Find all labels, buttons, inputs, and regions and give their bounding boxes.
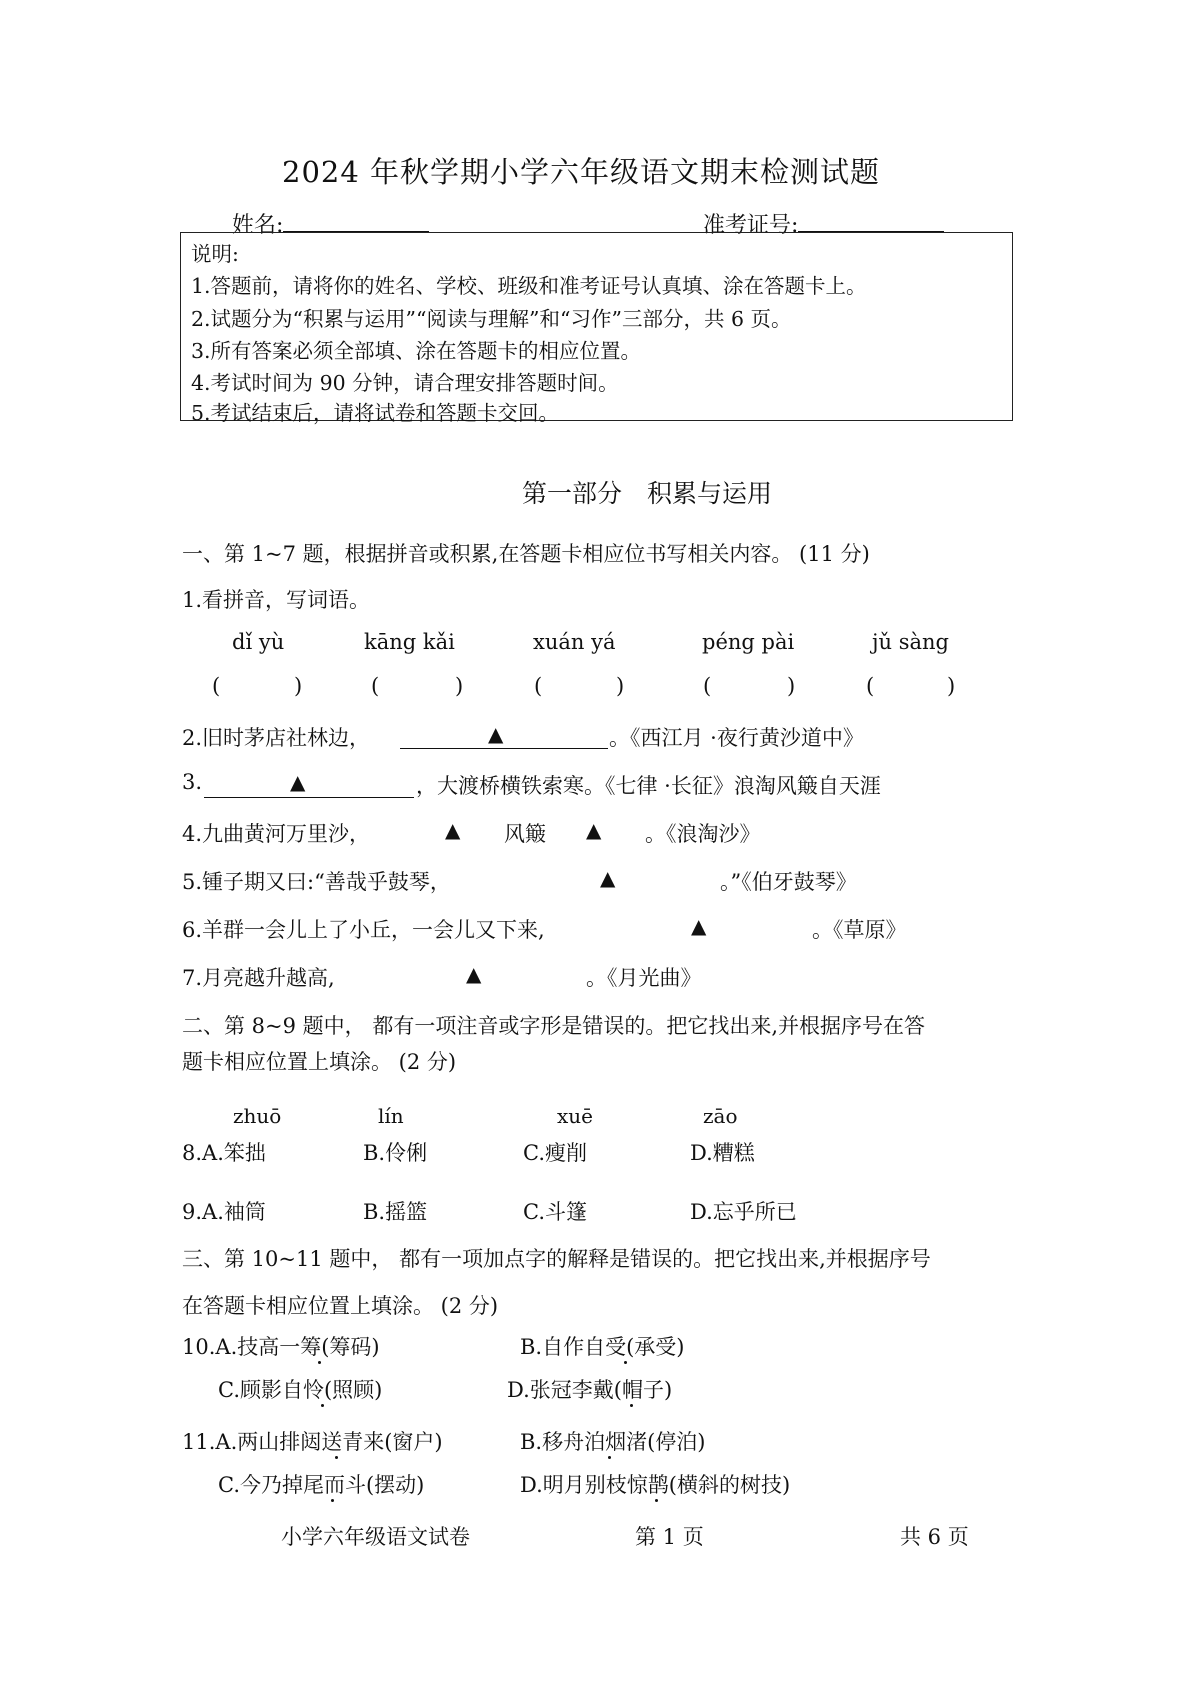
part1-title: 第一部分 积累与运用 [522,479,773,508]
q1-pinyin-5: jǔ sàng [872,630,949,654]
emphasis-dot [318,1361,321,1364]
instruction-item: 3.所有答案必须全部填、涂在答题卡的相应位置。 [191,339,642,363]
footer-paper-name: 小学六年级语文试卷 [281,1525,470,1549]
q8-pinyin-c: xuē [557,1104,593,1128]
triangle-marker: ▲ [466,962,482,986]
instruction-item: 2.试题分为“积累与运用”“阅读与理解”和“习作”三部分，共 6 页。 [191,307,792,331]
answer-paren-close: ) [616,674,625,698]
emphasis-dot [624,1361,627,1364]
answer-paren-open: ( [703,674,712,698]
q8-pinyin-b: lín [378,1104,404,1128]
q6-prefix: 6.羊群一会儿上了小丘，一会儿又下来, [182,918,545,942]
answer-paren-open: ( [866,674,875,698]
q2-prefix: 2.旧时茅店社林边， [182,726,371,750]
q4-middle: 风簸 [504,822,546,846]
q11-option-c: C.今乃掉尾而斗(摆动) [218,1473,425,1497]
exam-number-blank [798,211,944,232]
q2-suffix: 。《西江月 ·夜行黄沙道中》 [609,726,864,750]
answer-paren-close: ) [294,674,303,698]
q8-option-a: 8.A.笨拙 [182,1141,266,1165]
q8-option-d: D.糟糕 [690,1141,755,1165]
answer-paren-close: ) [455,674,464,698]
answer-paren-open: ( [371,674,380,698]
q5-suffix: 。”《伯牙鼓琴》 [720,870,857,894]
q8-pinyin-a: zhuō [233,1104,282,1128]
q10-option-d: D.张冠李戴(帽子) [507,1378,673,1402]
page-title: 2024 年秋学期小学六年级语文期末检测试题 [282,155,881,189]
instruction-item: 1.答题前，请将你的姓名、学校、班级和准考证号认真填、涂在答题卡上。 [191,274,867,298]
section3-heading-line2: 在答题卡相应位置上填涂。 (2 分) [182,1294,499,1318]
triangle-marker: ▲ [600,866,616,890]
q11-option-a: 11.A.两山排闼送青来(窗户) [182,1430,443,1454]
q10-option-c: C.顾影自怜(照顾) [218,1378,383,1402]
emphasis-dot [321,1404,324,1407]
q7-suffix: 。《月光曲》 [586,966,702,990]
q2-answer-blank [400,748,608,749]
q10-option-a: 10.A.技高一筹(筹码) [182,1335,380,1359]
q10-option-b: B.自作自受(承受) [520,1335,685,1359]
triangle-marker: ▲ [691,914,707,938]
triangle-marker: ▲ [290,770,306,794]
instruction-item: 5.考试结束后，请将试卷和答题卡交回。 [191,401,560,425]
q3-suffix: ，大渡桥横铁索寒。《七律 ·长征》浪淘风簸自天涯 [416,774,881,798]
q1-pinyin-2: kāng kǎi [364,630,455,654]
section2-heading-line1: 二、第 8~9 题中， 都有一项注音或字形是错误的。把它找出来,并根据序号在答 [182,1014,926,1038]
q8-option-b: B.伶俐 [363,1141,428,1165]
section1-heading: 一、第 1~7 题，根据拼音或积累,在答题卡相应位书写相关内容。 (11 分) [182,542,870,566]
instruction-item: 4.考试时间为 90 分钟，请合理安排答题时间。 [191,371,619,395]
q7-prefix: 7.月亮越升越高, [182,966,335,990]
q3-answer-blank [204,797,414,798]
name-blank [283,211,429,232]
q9-option-b: B.摇篮 [363,1200,428,1224]
answer-paren-close: ) [787,674,796,698]
emphasis-dot [655,1499,658,1502]
q9-option-d: D.忘乎所已 [690,1200,797,1224]
footer-page-number: 第 1 页 [635,1525,704,1549]
q9-option-c: C.斗篷 [523,1200,587,1224]
answer-paren-open: ( [534,674,543,698]
exam-number-label: 准考证号: [703,213,799,238]
q4-prefix: 4.九曲黄河万里沙， [182,822,371,846]
emphasis-dot [630,1404,633,1407]
q3-prefix: 3. [182,770,203,794]
q1-label: 1.看拼音，写词语。 [182,588,371,612]
q11-option-d: D.明月别枝惊鹊(横斜的树技) [520,1473,791,1497]
answer-paren-open: ( [212,674,221,698]
instructions-heading: 说明: [191,242,239,266]
q5-prefix: 5.锺子期又曰:“善哉乎鼓琴， [182,870,451,894]
emphasis-dot [331,1499,334,1502]
answer-paren-close: ) [947,674,956,698]
emphasis-dot [335,1456,338,1459]
q4-suffix: 。《浪淘沙》 [645,822,761,846]
section3-heading-line1: 三、第 10~11 题中， 都有一项加点字的解释是错误的。把它找出来,并根据序号 [182,1247,931,1271]
emphasis-dot [608,1456,611,1459]
q6-suffix: 。《草原》 [812,918,907,942]
section2-heading-line2: 题卡相应位置上填涂。 (2 分) [182,1050,457,1074]
q8-pinyin-d: zāo [703,1104,738,1128]
triangle-marker: ▲ [445,818,461,842]
q1-pinyin-3: xuán yá [533,630,616,654]
q11-option-b: B.移舟泊烟渚(停泊) [520,1430,706,1454]
triangle-marker: ▲ [488,722,504,746]
footer-page-total: 共 6 页 [900,1525,969,1549]
q1-pinyin-4: péng pài [702,630,795,654]
q9-option-a: 9.A.袖筒 [182,1200,266,1224]
triangle-marker: ▲ [586,818,602,842]
name-label: 姓名: [232,213,284,238]
q1-pinyin-1: dǐ yù [232,630,285,654]
q8-option-c: C.瘦削 [523,1141,587,1165]
instructions-box [180,232,1013,425]
